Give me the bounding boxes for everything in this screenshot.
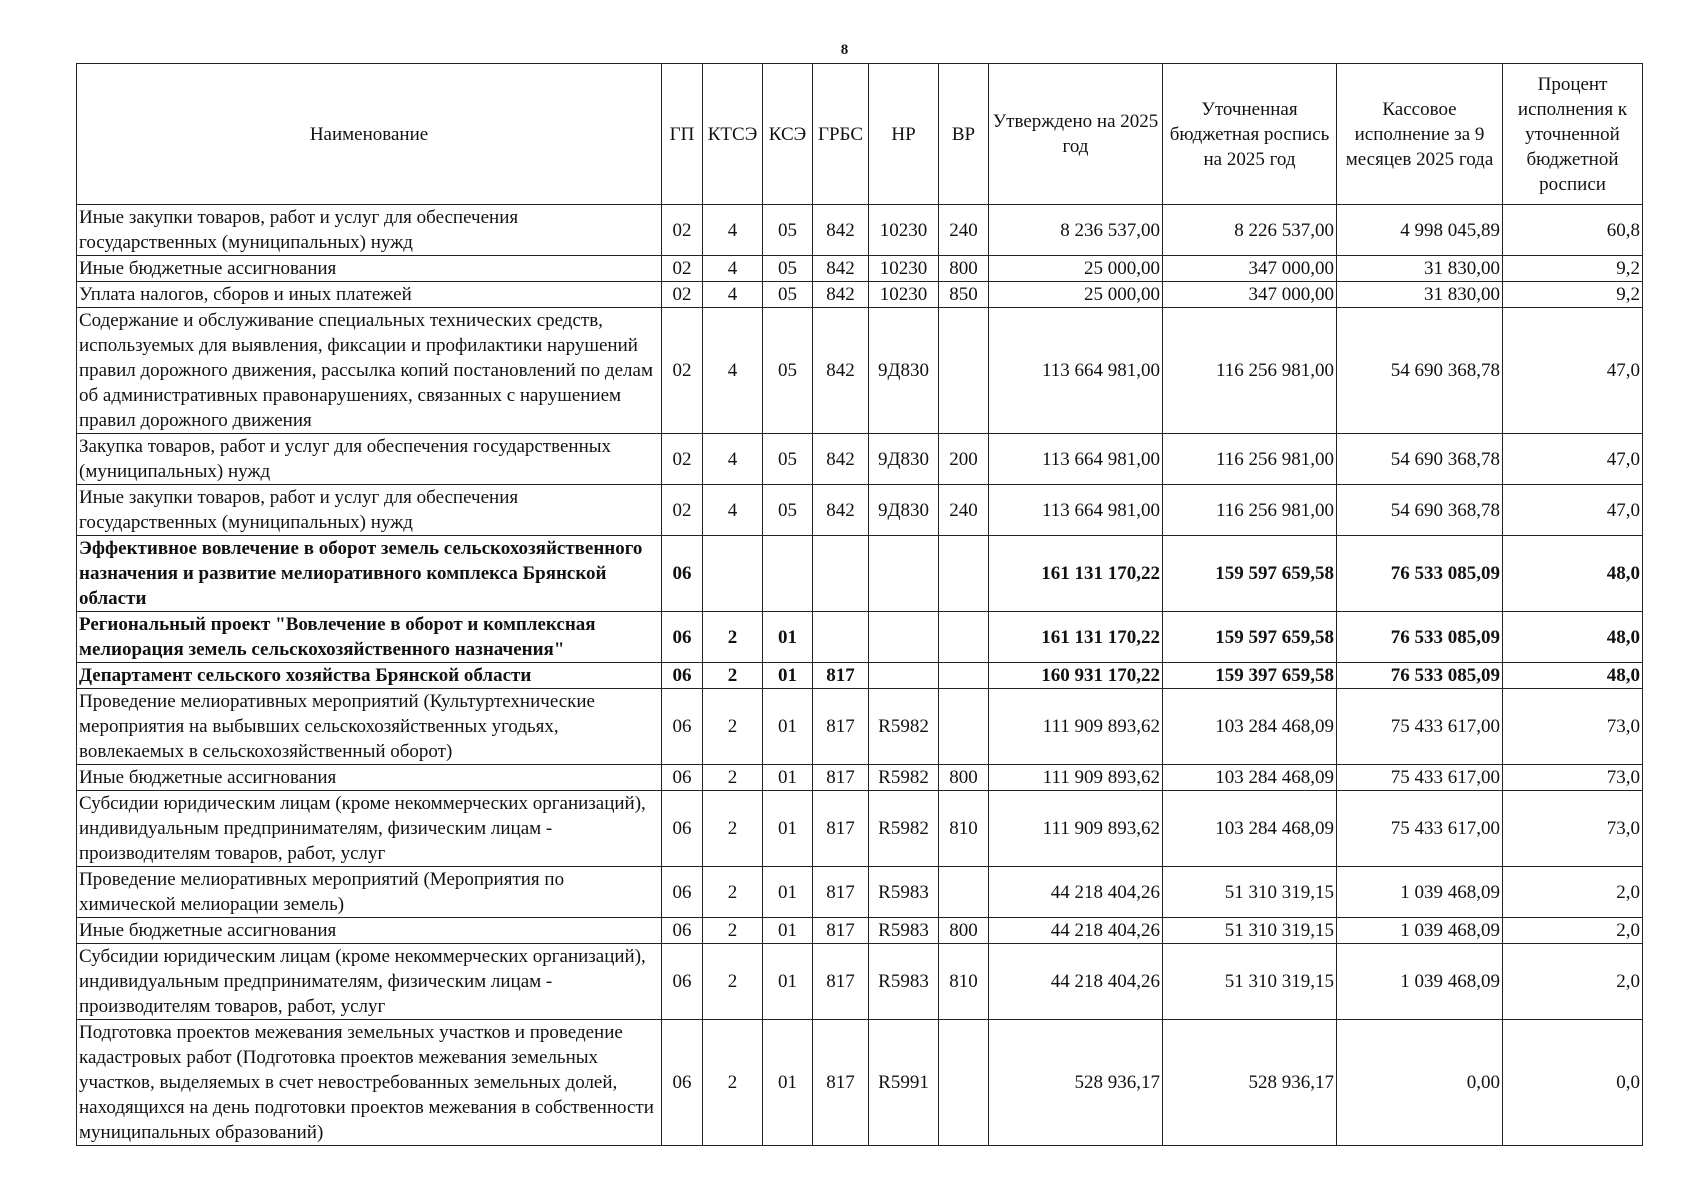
cell-kse: 01 (763, 663, 813, 689)
cell-ktse: 4 (703, 256, 763, 282)
cell-grbs: 817 (813, 765, 869, 791)
cell-nr: R5982 (869, 791, 939, 867)
table-body (77, 205, 1643, 1146)
cell-gp: 06 (662, 765, 703, 791)
cell-gp: 02 (662, 485, 703, 536)
cell-ktse: 2 (703, 765, 763, 791)
cell-grbs: 817 (813, 791, 869, 867)
cell-nr: R5983 (869, 867, 939, 918)
cell-percent: 73,0 (1503, 765, 1643, 791)
cell-gp: 06 (662, 689, 703, 765)
header-vr: ВР (939, 64, 989, 205)
cell-kse: 01 (763, 791, 813, 867)
cell-cash: 31 830,00 (1337, 256, 1503, 282)
cell-approved: 113 664 981,00 (989, 485, 1163, 536)
header-gp: ГП (662, 64, 703, 205)
cell-refined: 103 284 468,09 (1163, 765, 1337, 791)
cell-vr: 810 (939, 944, 989, 1020)
cell-vr: 240 (939, 205, 989, 256)
table-header-row (77, 64, 1643, 205)
cell-ktse: 4 (703, 205, 763, 256)
cell-vr: 800 (939, 765, 989, 791)
cell-nr (869, 536, 939, 612)
cell-percent: 73,0 (1503, 791, 1643, 867)
header-grbs: ГРБС (813, 64, 869, 205)
cell-vr (939, 663, 989, 689)
cell-gp: 02 (662, 308, 703, 434)
cell-grbs: 842 (813, 308, 869, 434)
cell-refined: 159 597 659,58 (1163, 612, 1337, 663)
table-row (77, 663, 1643, 689)
cell-gp: 06 (662, 1020, 703, 1146)
cell-name: Уплата налогов, сборов и иных платежей (77, 282, 662, 308)
cell-nr: R5991 (869, 1020, 939, 1146)
cell-cash: 76 533 085,09 (1337, 536, 1503, 612)
cell-approved: 25 000,00 (989, 282, 1163, 308)
table-row (77, 205, 1643, 256)
cell-cash: 75 433 617,00 (1337, 791, 1503, 867)
cell-vr (939, 308, 989, 434)
cell-gp: 06 (662, 663, 703, 689)
cell-nr: 10230 (869, 256, 939, 282)
cell-ktse: 4 (703, 485, 763, 536)
cell-percent: 0,0 (1503, 1020, 1643, 1146)
cell-ktse: 2 (703, 1020, 763, 1146)
table-row (77, 612, 1643, 663)
cell-approved: 111 909 893,62 (989, 689, 1163, 765)
cell-refined: 116 256 981,00 (1163, 434, 1337, 485)
cell-refined: 528 936,17 (1163, 1020, 1337, 1146)
header-name: Наименование (77, 64, 662, 205)
header-nr: НР (869, 64, 939, 205)
cell-percent: 48,0 (1503, 663, 1643, 689)
cell-name: Региональный проект "Вовлечение в оборот и комплексная мелиорация земель сельскохозяйственного назначения" (77, 612, 662, 663)
cell-grbs: 842 (813, 205, 869, 256)
cell-vr: 240 (939, 485, 989, 536)
cell-ktse: 2 (703, 612, 763, 663)
cell-grbs: 842 (813, 256, 869, 282)
cell-nr: 10230 (869, 205, 939, 256)
cell-grbs: 817 (813, 663, 869, 689)
cell-grbs: 817 (813, 689, 869, 765)
cell-percent: 47,0 (1503, 434, 1643, 485)
cell-cash: 1 039 468,09 (1337, 867, 1503, 918)
cell-name: Субсидии юридическим лицам (кроме некоммерческих организаций), индивидуальным предпринимателям, физическим лицам - производителям товаров, работ, услуг (77, 944, 662, 1020)
table-row (77, 689, 1643, 765)
cell-approved: 113 664 981,00 (989, 308, 1163, 434)
cell-percent: 48,0 (1503, 536, 1643, 612)
cell-approved: 113 664 981,00 (989, 434, 1163, 485)
cell-name: Проведение мелиоративных мероприятий (Мероприятия по химической мелиорации земель) (77, 867, 662, 918)
cell-cash: 75 433 617,00 (1337, 689, 1503, 765)
cell-gp: 02 (662, 434, 703, 485)
cell-grbs: 842 (813, 434, 869, 485)
cell-percent: 2,0 (1503, 918, 1643, 944)
cell-percent: 47,0 (1503, 308, 1643, 434)
cell-name: Содержание и обслуживание специальных технических средств, используемых для выявления, фиксации и профилактики нарушений правил дорожного движения, рассылка копий постановлений по делам об административных правонарушениях, связанных с нарушением правил дорожного движения (77, 308, 662, 434)
cell-percent: 60,8 (1503, 205, 1643, 256)
cell-grbs: 842 (813, 485, 869, 536)
cell-percent: 2,0 (1503, 944, 1643, 1020)
cell-refined: 51 310 319,15 (1163, 944, 1337, 1020)
cell-vr (939, 689, 989, 765)
cell-vr: 810 (939, 791, 989, 867)
cell-approved: 111 909 893,62 (989, 791, 1163, 867)
cell-approved: 161 131 170,22 (989, 536, 1163, 612)
cell-vr: 850 (939, 282, 989, 308)
cell-gp: 02 (662, 282, 703, 308)
cell-gp: 06 (662, 944, 703, 1020)
cell-kse: 01 (763, 918, 813, 944)
cell-nr: R5983 (869, 944, 939, 1020)
cell-cash: 75 433 617,00 (1337, 765, 1503, 791)
table-row (77, 1020, 1643, 1146)
cell-refined: 51 310 319,15 (1163, 918, 1337, 944)
cell-name: Иные закупки товаров, работ и услуг для обеспечения государственных (муниципальных) нужд (77, 485, 662, 536)
cell-kse: 05 (763, 308, 813, 434)
cell-kse: 05 (763, 282, 813, 308)
cell-cash: 1 039 468,09 (1337, 944, 1503, 1020)
header-ktse: КТСЭ (703, 64, 763, 205)
cell-ktse (703, 536, 763, 612)
cell-gp: 06 (662, 612, 703, 663)
cell-nr: 10230 (869, 282, 939, 308)
cell-vr (939, 612, 989, 663)
cell-kse: 01 (763, 689, 813, 765)
header-refined: Уточненная бюджетная роспись на 2025 год (1163, 64, 1337, 205)
cell-nr (869, 663, 939, 689)
cell-percent: 9,2 (1503, 256, 1643, 282)
cell-cash: 0,00 (1337, 1020, 1503, 1146)
cell-gp: 06 (662, 867, 703, 918)
header-percent: Процент исполнения к уточненной бюджетной росписи (1503, 64, 1643, 205)
cell-kse (763, 536, 813, 612)
cell-vr (939, 867, 989, 918)
cell-name: Проведение мелиоративных мероприятий (Культуртехнические мероприятия на выбывших сельскохозяйственных угодьях, вовлекаемых в сельскохозяйственный оборот) (77, 689, 662, 765)
cell-gp: 02 (662, 205, 703, 256)
cell-approved: 25 000,00 (989, 256, 1163, 282)
cell-kse: 05 (763, 256, 813, 282)
cell-vr: 800 (939, 918, 989, 944)
cell-cash: 54 690 368,78 (1337, 308, 1503, 434)
cell-grbs (813, 536, 869, 612)
budget-table (76, 63, 1643, 1146)
cell-cash: 31 830,00 (1337, 282, 1503, 308)
cell-nr: R5982 (869, 689, 939, 765)
cell-percent: 73,0 (1503, 689, 1643, 765)
cell-kse: 01 (763, 765, 813, 791)
cell-name: Эффективное вовлечение в оборот земель сельскохозяйственного назначения и развитие мелиоративного комплекса Брянской области (77, 536, 662, 612)
cell-grbs: 817 (813, 867, 869, 918)
cell-vr (939, 536, 989, 612)
cell-nr: R5983 (869, 918, 939, 944)
cell-vr: 800 (939, 256, 989, 282)
cell-gp: 06 (662, 918, 703, 944)
cell-gp: 06 (662, 536, 703, 612)
cell-nr: R5982 (869, 765, 939, 791)
table-row (77, 485, 1643, 536)
cell-refined: 103 284 468,09 (1163, 791, 1337, 867)
cell-gp: 06 (662, 791, 703, 867)
cell-cash: 54 690 368,78 (1337, 485, 1503, 536)
cell-cash: 4 998 045,89 (1337, 205, 1503, 256)
cell-name: Иные бюджетные ассигнования (77, 765, 662, 791)
cell-cash: 1 039 468,09 (1337, 918, 1503, 944)
table-row (77, 765, 1643, 791)
cell-approved: 161 131 170,22 (989, 612, 1163, 663)
cell-nr (869, 612, 939, 663)
cell-vr (939, 1020, 989, 1146)
cell-approved: 160 931 170,22 (989, 663, 1163, 689)
cell-grbs: 817 (813, 944, 869, 1020)
cell-cash: 54 690 368,78 (1337, 434, 1503, 485)
cell-name: Подготовка проектов межевания земельных участков и проведение кадастровых работ (Подготовка проектов межевания земельных участков, выделяемых в счет невостребованных земельных долей, находящихся на день подготовки проектов межевания в собственности муниципальных образований) (77, 1020, 662, 1146)
cell-nr: 9Д830 (869, 434, 939, 485)
cell-ktse: 4 (703, 308, 763, 434)
cell-ktse: 2 (703, 663, 763, 689)
table-row (77, 536, 1643, 612)
cell-cash: 76 533 085,09 (1337, 663, 1503, 689)
cell-name: Закупка товаров, работ и услуг для обеспечения государственных (муниципальных) нужд (77, 434, 662, 485)
cell-grbs: 842 (813, 282, 869, 308)
table-row (77, 791, 1643, 867)
cell-percent: 2,0 (1503, 867, 1643, 918)
cell-name: Иные бюджетные ассигнования (77, 256, 662, 282)
cell-refined: 51 310 319,15 (1163, 867, 1337, 918)
cell-approved: 44 218 404,26 (989, 918, 1163, 944)
cell-refined: 347 000,00 (1163, 256, 1337, 282)
cell-name: Иные бюджетные ассигнования (77, 918, 662, 944)
table-row (77, 308, 1643, 434)
table-row (77, 282, 1643, 308)
cell-name: Департамент сельского хозяйства Брянской области (77, 663, 662, 689)
cell-ktse: 4 (703, 282, 763, 308)
cell-refined: 159 597 659,58 (1163, 536, 1337, 612)
cell-approved: 111 909 893,62 (989, 765, 1163, 791)
cell-ktse: 2 (703, 944, 763, 1020)
page-number: 8 (840, 42, 849, 58)
cell-kse: 01 (763, 612, 813, 663)
table-row (77, 256, 1643, 282)
cell-ktse: 2 (703, 867, 763, 918)
cell-percent: 9,2 (1503, 282, 1643, 308)
cell-ktse: 4 (703, 434, 763, 485)
cell-cash: 76 533 085,09 (1337, 612, 1503, 663)
header-approved: Утверждено на 2025 год (989, 64, 1163, 205)
header-kse: КСЭ (763, 64, 813, 205)
table-row (77, 867, 1643, 918)
header-cash: Кассовое исполнение за 9 месяцев 2025 года (1337, 64, 1503, 205)
cell-ktse: 2 (703, 791, 763, 867)
cell-ktse: 2 (703, 689, 763, 765)
cell-kse: 05 (763, 205, 813, 256)
cell-name: Иные закупки товаров, работ и услуг для обеспечения государственных (муниципальных) нужд (77, 205, 662, 256)
cell-percent: 48,0 (1503, 612, 1643, 663)
cell-approved: 528 936,17 (989, 1020, 1163, 1146)
cell-nr: 9Д830 (869, 485, 939, 536)
cell-grbs: 817 (813, 1020, 869, 1146)
cell-refined: 116 256 981,00 (1163, 308, 1337, 434)
cell-approved: 44 218 404,26 (989, 944, 1163, 1020)
table-row (77, 434, 1643, 485)
cell-kse: 01 (763, 944, 813, 1020)
cell-grbs (813, 612, 869, 663)
cell-kse: 01 (763, 867, 813, 918)
cell-grbs: 817 (813, 918, 869, 944)
cell-refined: 159 397 659,58 (1163, 663, 1337, 689)
cell-ktse: 2 (703, 918, 763, 944)
cell-gp: 02 (662, 256, 703, 282)
cell-refined: 347 000,00 (1163, 282, 1337, 308)
cell-refined: 116 256 981,00 (1163, 485, 1337, 536)
cell-kse: 05 (763, 434, 813, 485)
cell-approved: 44 218 404,26 (989, 867, 1163, 918)
cell-kse: 05 (763, 485, 813, 536)
table-row (77, 918, 1643, 944)
cell-kse: 01 (763, 1020, 813, 1146)
table-row (77, 944, 1643, 1020)
cell-approved: 8 236 537,00 (989, 205, 1163, 256)
cell-name: Субсидии юридическим лицам (кроме некоммерческих организаций), индивидуальным предпринимателям, физическим лицам - производителям товаров, работ, услуг (77, 791, 662, 867)
cell-percent: 47,0 (1503, 485, 1643, 536)
cell-vr: 200 (939, 434, 989, 485)
cell-refined: 103 284 468,09 (1163, 689, 1337, 765)
cell-refined: 8 226 537,00 (1163, 205, 1337, 256)
cell-nr: 9Д830 (869, 308, 939, 434)
